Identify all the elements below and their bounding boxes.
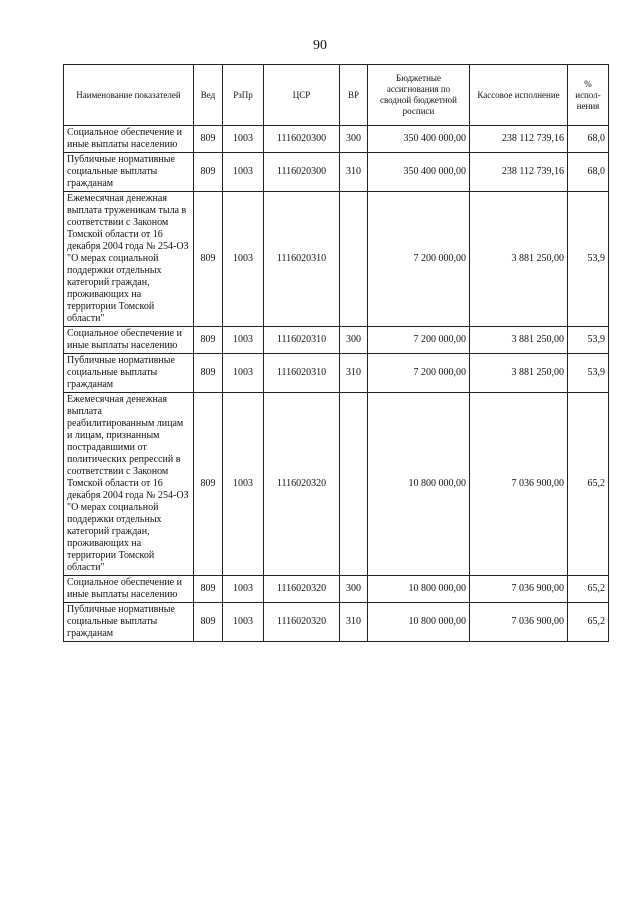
cell-percent: 53,9 — [568, 192, 609, 327]
header-rzpr: РзПр — [223, 65, 264, 126]
table-row — [64, 393, 609, 576]
cell-ved: 809 — [194, 126, 223, 153]
cell-vr — [340, 393, 368, 576]
cell-vr: 310 — [340, 153, 368, 192]
table-row — [64, 354, 609, 393]
header-vr: ВР — [340, 65, 368, 126]
cell-percent: 68,0 — [568, 126, 609, 153]
cell-percent: 65,2 — [568, 576, 609, 603]
table-row — [64, 126, 609, 153]
cell-rzpr: 1003 — [223, 192, 264, 327]
header-ved: Вед — [194, 65, 223, 126]
cell-ved: 809 — [194, 354, 223, 393]
cell-budget: 7 200 000,00 — [368, 327, 470, 354]
cell-vr: 310 — [340, 603, 368, 642]
cell-ved: 809 — [194, 603, 223, 642]
cell-name: Социальное обеспечение и иные выплаты населению — [64, 327, 194, 354]
cell-budget: 350 400 000,00 — [368, 153, 470, 192]
cell-csr: 1116020320 — [264, 576, 340, 603]
cell-ved: 809 — [194, 327, 223, 354]
cell-csr: 1116020310 — [264, 354, 340, 393]
cell-ved: 809 — [194, 576, 223, 603]
cell-percent: 65,2 — [568, 603, 609, 642]
cell-ved: 809 — [194, 192, 223, 327]
cell-vr: 300 — [340, 327, 368, 354]
table-header-row — [64, 65, 609, 126]
cell-csr: 1116020300 — [264, 153, 340, 192]
cell-name: Публичные нормативные социальные выплаты гражданам — [64, 603, 194, 642]
cell-ved: 809 — [194, 153, 223, 192]
page-number: 90 — [313, 38, 327, 53]
cell-rzpr: 1003 — [223, 576, 264, 603]
cell-percent: 53,9 — [568, 327, 609, 354]
header-budget: Бюджетные ассигнования по сводной бюджетной росписи — [368, 65, 470, 126]
cell-vr: 310 — [340, 354, 368, 393]
cell-csr: 1116020300 — [264, 126, 340, 153]
cell-cash: 3 881 250,00 — [470, 327, 568, 354]
table-row — [64, 603, 609, 642]
cell-cash: 238 112 739,16 — [470, 153, 568, 192]
cell-rzpr: 1003 — [223, 126, 264, 153]
cell-budget: 10 800 000,00 — [368, 603, 470, 642]
header-name: Наименование показателей — [64, 65, 194, 126]
cell-cash: 7 036 900,00 — [470, 393, 568, 576]
cell-csr: 1116020310 — [264, 327, 340, 354]
cell-vr: 300 — [340, 576, 368, 603]
cell-ved: 809 — [194, 393, 223, 576]
cell-rzpr: 1003 — [223, 393, 264, 576]
cell-vr: 300 — [340, 126, 368, 153]
cell-name: Ежемесячная денежная выплата труженикам тыла в соответствии с Законом Томской области от 16 декабря 2004 года № 254-ОЗ "О мерах социальной поддержки отдельных категорий граждан, проживающих на территории Томской области" — [64, 192, 194, 327]
cell-name: Ежемесячная денежная выплата реабилитированным лицам и лицам, признанным пострадавшими от политических репрессий в соответствии с Законом Томской области от 16 декабря 2004 года № 254-ОЗ "О мерах социальной поддержки отдельных категорий граждан, проживающих на территории Томской области" — [64, 393, 194, 576]
cell-csr: 1116020310 — [264, 192, 340, 327]
cell-cash: 7 036 900,00 — [470, 576, 568, 603]
cell-percent: 65,2 — [568, 393, 609, 576]
cell-rzpr: 1003 — [223, 354, 264, 393]
table-row — [64, 153, 609, 192]
cell-budget: 7 200 000,00 — [368, 354, 470, 393]
cell-cash: 238 112 739,16 — [470, 126, 568, 153]
cell-rzpr: 1003 — [223, 153, 264, 192]
table-row — [64, 576, 609, 603]
cell-percent: 68,0 — [568, 153, 609, 192]
cell-name: Социальное обеспечение и иные выплаты населению — [64, 126, 194, 153]
cell-cash: 7 036 900,00 — [470, 603, 568, 642]
cell-name: Публичные нормативные социальные выплаты гражданам — [64, 354, 194, 393]
header-cash: Кассовое исполнение — [470, 65, 568, 126]
cell-name: Публичные нормативные социальные выплаты гражданам — [64, 153, 194, 192]
cell-cash: 3 881 250,00 — [470, 192, 568, 327]
cell-rzpr: 1003 — [223, 327, 264, 354]
cell-budget: 7 200 000,00 — [368, 192, 470, 327]
cell-csr: 1116020320 — [264, 393, 340, 576]
header-csr: ЦСР — [264, 65, 340, 126]
cell-csr: 1116020320 — [264, 603, 340, 642]
cell-budget: 10 800 000,00 — [368, 393, 470, 576]
budget-execution-table — [63, 64, 609, 642]
cell-name: Социальное обеспечение и иные выплаты населению — [64, 576, 194, 603]
header-percent: % испол-нения — [568, 65, 609, 126]
cell-budget: 350 400 000,00 — [368, 126, 470, 153]
cell-cash: 3 881 250,00 — [470, 354, 568, 393]
cell-percent: 53,9 — [568, 354, 609, 393]
cell-budget: 10 800 000,00 — [368, 576, 470, 603]
cell-vr — [340, 192, 368, 327]
table-row — [64, 192, 609, 327]
cell-rzpr: 1003 — [223, 603, 264, 642]
table-row — [64, 327, 609, 354]
